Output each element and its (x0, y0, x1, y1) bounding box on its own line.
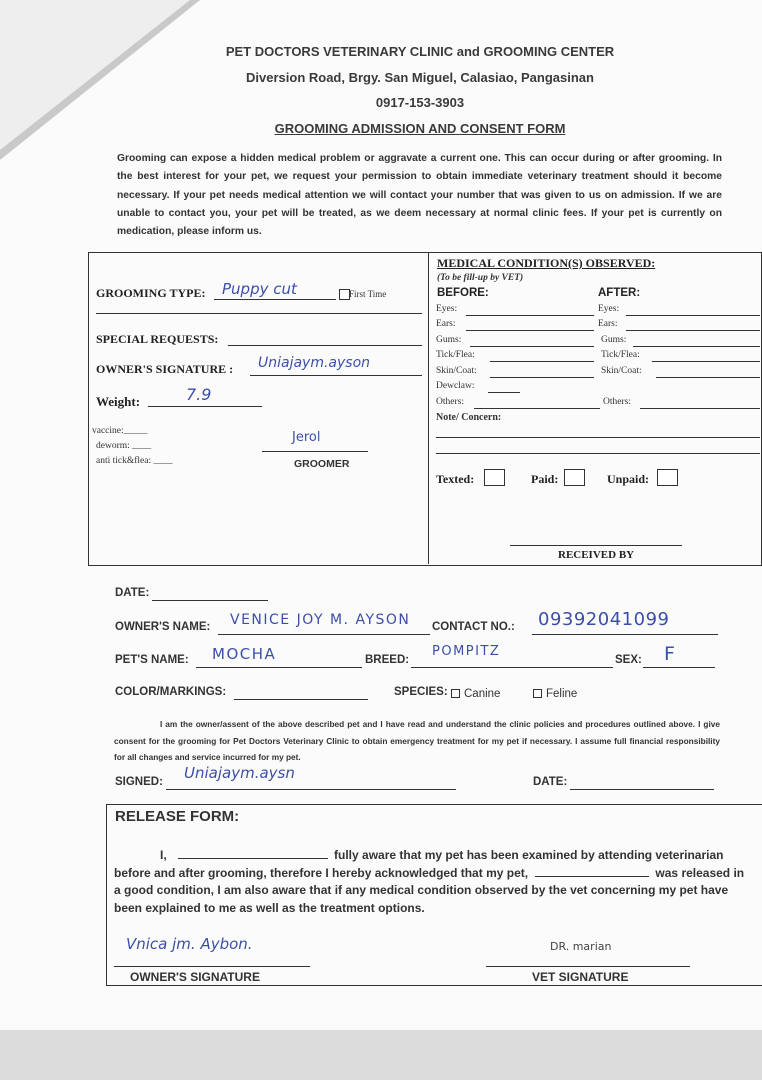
groomer-label: GROOMER (294, 458, 350, 470)
sex-label: SEX: (615, 654, 642, 666)
note-line-2[interactable] (436, 453, 760, 454)
clinic-phone: 0917-153-3903 (375, 95, 465, 110)
medical-title: MEDICAL CONDITION(S) OBSERVED: (437, 256, 656, 270)
clinic-name: PET DOCTORS VETERINARY CLINIC and GROOMING CENTER (225, 44, 615, 59)
date-line[interactable] (152, 600, 268, 601)
color-line[interactable] (234, 699, 368, 700)
species-label: SPECIES: (394, 686, 448, 698)
canine-option[interactable] (451, 688, 500, 700)
medical-subtitle: (To be fill-up by VET) (437, 273, 524, 283)
release-title: RELEASE FORM: (115, 808, 240, 825)
note-line-1[interactable] (436, 437, 760, 438)
consent-paragraph (114, 716, 720, 766)
sex-value[interactable]: F (664, 643, 675, 665)
after-eyes-line (626, 315, 760, 316)
after-others: Others: (603, 397, 631, 407)
before-dewclaw-line (488, 392, 520, 393)
vet-signature-value[interactable]: DR. marian (550, 940, 612, 953)
special-requests-line[interactable] (228, 345, 422, 346)
before-ears: Ears: (436, 319, 456, 329)
after-ears-line (626, 330, 760, 331)
release-owner-signature-label: OWNER'S SIGNATURE (130, 970, 260, 984)
after-eyes: Eyes: (598, 304, 620, 314)
before-skin-line (490, 377, 594, 378)
release-pet-blank[interactable] (535, 866, 649, 877)
before-others: Others: (436, 397, 464, 407)
antitick-label: anti tick&flea: ____ (96, 456, 173, 466)
texted-checkbox[interactable] (484, 469, 505, 486)
after-others-line (640, 408, 760, 409)
pet-name-label: PET'S NAME: (115, 654, 189, 666)
consent-date-line[interactable] (570, 789, 714, 790)
canine-checkbox[interactable] (451, 689, 460, 698)
pet-name-value[interactable]: MOCHA (212, 645, 277, 663)
signed-label: SIGNED: (115, 776, 163, 788)
canine-label: Canine (464, 688, 501, 700)
first-time-label: First Time (349, 289, 387, 299)
grooming-type-value[interactable]: Puppy cut (222, 280, 297, 298)
feline-option[interactable] (533, 688, 577, 700)
vaccine-label: vaccine:_____ (92, 426, 148, 436)
after-skin-line (656, 377, 760, 378)
owner-name-line (218, 634, 430, 635)
grooming-type-extra-line (96, 313, 422, 314)
before-tick: Tick/Flea: (436, 350, 475, 360)
unpaid-label: Unpaid: (607, 472, 650, 486)
breed-line (411, 667, 613, 668)
received-by-line (510, 545, 682, 546)
release-owner-signature-line (114, 966, 310, 967)
release-line-2 (114, 866, 744, 880)
weight-label: Weight: (96, 394, 141, 409)
before-eyes-line (466, 315, 594, 316)
after-skin: Skin/Coat: (601, 366, 642, 376)
received-by-label: RECEIVED BY (558, 549, 635, 561)
after-tick: Tick/Flea: (601, 350, 640, 360)
owner-name-value[interactable]: VENICE JOY M. AYSON (230, 612, 411, 628)
before-eyes: Eyes: (436, 304, 458, 314)
release-name-blank[interactable] (178, 848, 328, 859)
signed-value[interactable]: Uniajaym.aysn (184, 764, 295, 782)
owner-name-label: OWNER'S NAME: (115, 621, 211, 633)
consent-date-label: DATE: (533, 776, 568, 788)
paid-label: Paid: (531, 472, 559, 486)
contact-line (532, 634, 718, 635)
groomer-line (262, 451, 368, 452)
signed-line (166, 789, 456, 790)
sex-line (643, 667, 715, 668)
after-gums-line (633, 346, 760, 347)
after-tick-line (652, 361, 760, 362)
before-others-line (474, 408, 600, 409)
unpaid-checkbox[interactable] (657, 469, 678, 486)
form-title: GROOMING ADMISSION AND CONSENT FORM (274, 121, 566, 136)
release-line-4: been explained to me as well as the treatment options. (114, 901, 425, 915)
clinic-address: Diversion Road, Brgy. San Miguel, Calasiao, Pangasinan (246, 70, 594, 85)
release-p2-a: before and after grooming, therefore I hereby acknowledged that my pet, (114, 866, 529, 880)
vet-signature-line (486, 966, 690, 967)
pet-name-line (196, 667, 362, 668)
owner-signature-line (250, 375, 422, 376)
release-owner-signature-value[interactable]: Vnica jm. Aybon. (126, 935, 253, 953)
before-gums: Gums: (436, 335, 462, 345)
grooming-type-label: GROOMING TYPE: (96, 286, 206, 300)
texted-label: Texted: (436, 472, 475, 486)
before-label: BEFORE: (437, 287, 489, 299)
after-gums: Gums: (601, 335, 627, 345)
contact-label: CONTACT NO.: (432, 621, 515, 633)
intro-paragraph: Grooming can expose a hidden medical problem or aggravate a current one. This can occur during or after grooming. In the best interest for your pet, we request your permission to obtain immediate veterinary treatment should it become necessary. If your pet needs medical attention we will contact your number that was given to us on admission. If we are unable to contact you, your pet will be treated, as we deem necessary at normal clinic fees. If your pet is currently on medication, please inform us. (117, 153, 722, 238)
release-line-3: a good condition, I am also aware that if any medical condition observed by the vet concerning my pet have (114, 883, 729, 897)
date-label: DATE: (115, 587, 150, 599)
before-dewclaw: Dewclaw: (436, 381, 475, 391)
feline-checkbox[interactable] (533, 689, 542, 698)
feline-label: Feline (546, 688, 578, 700)
before-ears-line (466, 330, 594, 331)
groomer-signature[interactable]: Jerol (292, 430, 321, 445)
owner-signature-label: OWNER'S SIGNATURE : (96, 362, 234, 376)
scan-background (0, 1030, 762, 1080)
contact-value[interactable]: 09392041099 (538, 609, 670, 630)
before-gums-line (470, 346, 594, 347)
release-p2-b: was released in (655, 866, 745, 880)
special-requests-label: SPECIAL REQUESTS: (96, 332, 219, 346)
color-label: COLOR/MARKINGS: (115, 686, 227, 698)
weight-line (148, 406, 262, 407)
admission-divider (428, 252, 429, 564)
release-i: I, (160, 848, 167, 862)
breed-label: BREED: (365, 654, 410, 666)
owner-signature-value[interactable]: Uniajaym.ayson (258, 355, 371, 371)
release-p1-rest: fully aware that my pet has been examined by attending veterinarian (334, 848, 724, 862)
note-label: Note/ Concern: (436, 412, 502, 423)
consent-text: I am the owner/assent of the above described pet and I have read and understand the clinic policies and procedures outlined above. I give consent for the grooming for Pet Doctors Veterinary Clinic to obtain emergency treatment for my pet if necessary. I assume full financial responsibility for all changes and service incurred for my pet. (114, 719, 720, 762)
before-skin: Skin/Coat: (436, 366, 477, 376)
release-line-1 (160, 848, 723, 862)
deworm-label: deworm: ____ (96, 441, 152, 451)
breed-value[interactable]: POMPITZ (432, 644, 501, 659)
paid-checkbox[interactable] (564, 469, 585, 486)
before-tick-line (490, 361, 594, 362)
vet-signature-label: VET SIGNATURE (532, 970, 629, 984)
grooming-type-line (214, 299, 336, 300)
weight-value[interactable]: 7.9 (186, 385, 212, 404)
after-ears: Ears: (598, 319, 618, 329)
after-label: AFTER: (598, 287, 641, 299)
